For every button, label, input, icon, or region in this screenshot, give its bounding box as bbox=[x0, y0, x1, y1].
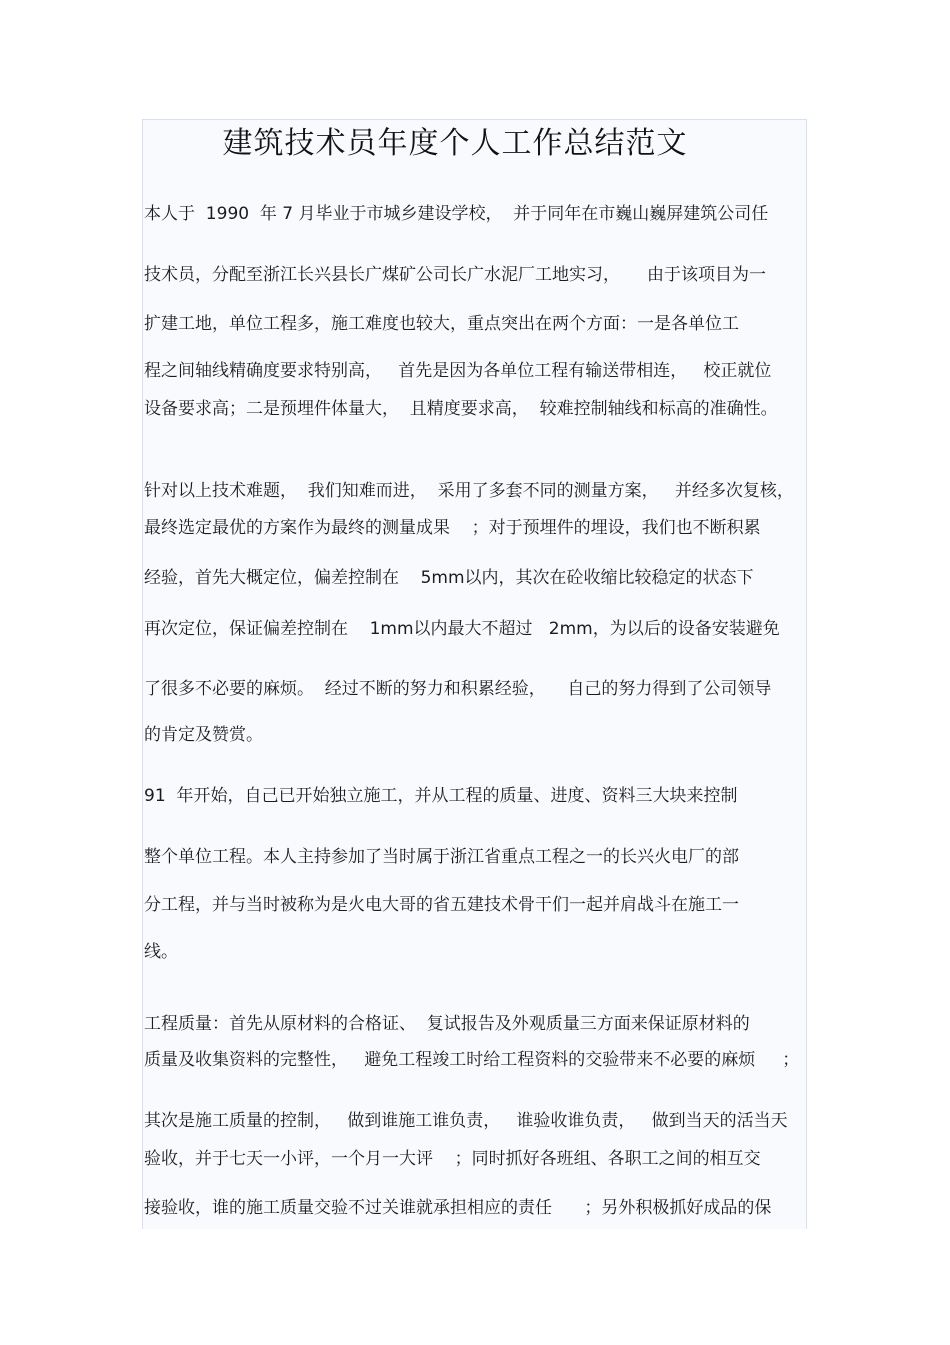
body-line: 设备要求高；二是预埋件体量大， 且精度要求高， 较难控制轴线和标高的准确性。 bbox=[144, 399, 778, 419]
body-line: 扩建工地，单位工程多，施工难度也较大，重点突出在两个方面：一是各单位工 bbox=[144, 314, 739, 334]
body-line: 技术员，分配至浙江长兴县长广煤矿公司长广水泥厂工地实习， 由于该项目为一 bbox=[144, 265, 767, 285]
body-line: 接验收，谁的施工质量交验不过关谁就承担相应的责任 ；另外积极抓好成品的保 bbox=[144, 1198, 772, 1218]
body-line: 分工程，并与当时被称为是火电大哥的省五建技术骨干们一起并肩战斗在施工一 bbox=[144, 895, 739, 915]
body-line: 整个单位工程。本人主持参加了当时属于浙江省重点工程之一的长兴火电厂的部 bbox=[144, 847, 739, 867]
body-line: 91 年开始，自己已开始独立施工，并从工程的质量、进度、资料三大块来控制 bbox=[144, 786, 738, 806]
body-line: 工程质量：首先从原材料的合格证、 复试报告及外观质量三方面来保证原材料的 bbox=[144, 1014, 750, 1034]
body-line: 质量及收集资料的完整性， 避免工程竣工时给工程资料的交验带来不必要的麻烦 ； bbox=[144, 1050, 800, 1070]
body-line: 了很多不必要的麻烦。 经过不断的努力和积累经验， 自己的努力得到了公司领导 bbox=[144, 679, 772, 699]
body-line: 针对以上技术难题， 我们知难而进， 采用了多套不同的测量方案， 并经多次复核， bbox=[144, 481, 794, 501]
body-line: 程之间轴线精确度要求特别高， 首先是因为各单位工程有输送带相连， 校正就位 bbox=[144, 361, 772, 381]
body-line: 验收，并于七天一小评，一个月一大评 ；同时抓好各班组、各职工之间的相互交 bbox=[144, 1149, 761, 1169]
body-line: 本人于 1990 年 7 月毕业于市城乡建设学校， 并于同年在市巍山巍屏建筑公司任 bbox=[144, 204, 769, 224]
body-line: 再次定位，保证偏差控制在 1mm以内最大不超过 2mm，为以后的设备安装避免 bbox=[144, 619, 780, 639]
body-line: 的肯定及赞赏。 bbox=[144, 725, 263, 745]
body-line: 最终选定最优的方案作为最终的测量成果 ；对于预埋件的埋设，我们也不断积累 bbox=[144, 518, 761, 538]
document-title: 建筑技术员年度个人工作总结范文 bbox=[222, 126, 688, 161]
body-line: 其次是施工质量的控制， 做到谁施工谁负责， 谁验收谁负责， 做到当天的活当天 bbox=[144, 1111, 788, 1131]
body-line: 线。 bbox=[144, 942, 178, 962]
body-line: 经验，首先大概定位，偏差控制在 5mm以内，其次在砼收缩比较稳定的状态下 bbox=[144, 568, 754, 588]
